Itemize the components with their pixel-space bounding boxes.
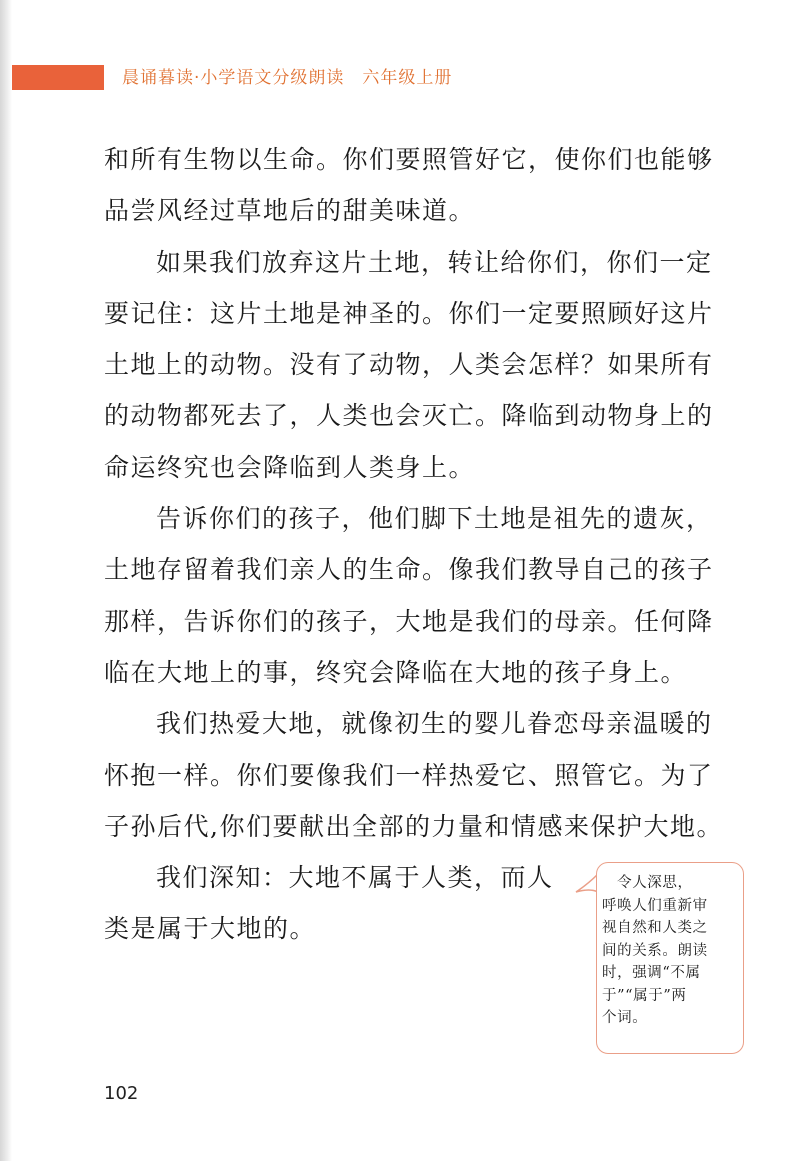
paragraph-line: 我们热爱大地，就像初生的婴儿眷恋母亲温暖的 bbox=[156, 709, 713, 739]
paragraph-line: 土地上的动物。没有了动物，人类会怎样？如果所有 bbox=[104, 350, 714, 380]
paragraph-line: 子孙后代,你们要献出全部的力量和情感来保护大地。 bbox=[104, 811, 723, 841]
paragraph-line: 我们深知：大地不属于人类，而人 bbox=[156, 863, 554, 893]
book-spine-shadow bbox=[0, 0, 12, 1161]
paragraph-line: 如果我们放弃这片土地，转让给你们，你们一定 bbox=[156, 247, 713, 277]
paragraph-line: 的动物都死去了，人类也会灭亡。降临到动物身上的 bbox=[104, 401, 714, 431]
paragraph-line: 要记住：这片土地是神圣的。你们一定要照顾好这片 bbox=[104, 298, 714, 328]
note-line: 于”“属于”两 bbox=[602, 987, 687, 1004]
body-text bbox=[104, 138, 744, 959]
paragraph-line: 类是属于大地的。 bbox=[104, 914, 317, 944]
note-line: 视自然和人类之 bbox=[602, 920, 708, 936]
running-header-title: 晨诵暮读·小学语文分级朗读 六年级上册 bbox=[122, 68, 453, 88]
annotation-note-text bbox=[602, 872, 736, 1030]
page-number: 102 bbox=[104, 1083, 139, 1104]
note-line: 时，强调“不属 bbox=[602, 965, 701, 981]
note-line: 令人深思， bbox=[602, 875, 693, 891]
note-line: 个词。 bbox=[602, 1010, 648, 1026]
paragraph-line: 告诉你们的孩子，他们脚下土地是祖先的遗灰， bbox=[156, 504, 713, 534]
paragraph-line: 那样，告诉你们的孩子，大地是我们的母亲。任何降 bbox=[104, 606, 714, 636]
paragraph-line: 临在大地上的事，终究会降临在大地的孩子身上。 bbox=[104, 657, 688, 687]
paragraph-line: 命运终究也会降临到人类身上。 bbox=[104, 452, 476, 482]
paragraph-line: 土地存留着我们亲人的生命。像我们教导自己的孩子 bbox=[104, 555, 714, 585]
paragraph-line: 怀抱一样。你们要像我们一样热爱它、照管它。为了 bbox=[104, 760, 714, 790]
note-line: 呼唤人们重新审 bbox=[602, 897, 708, 914]
paragraph-line: 和所有生物以生命。你们要照管好它，使你们也能够 bbox=[104, 145, 714, 174]
note-line: 间的关系。朗读 bbox=[602, 942, 708, 959]
paragraph-line: 品尝风经过草地后的甜美味道。 bbox=[104, 196, 476, 226]
header-accent-bar bbox=[12, 65, 104, 90]
